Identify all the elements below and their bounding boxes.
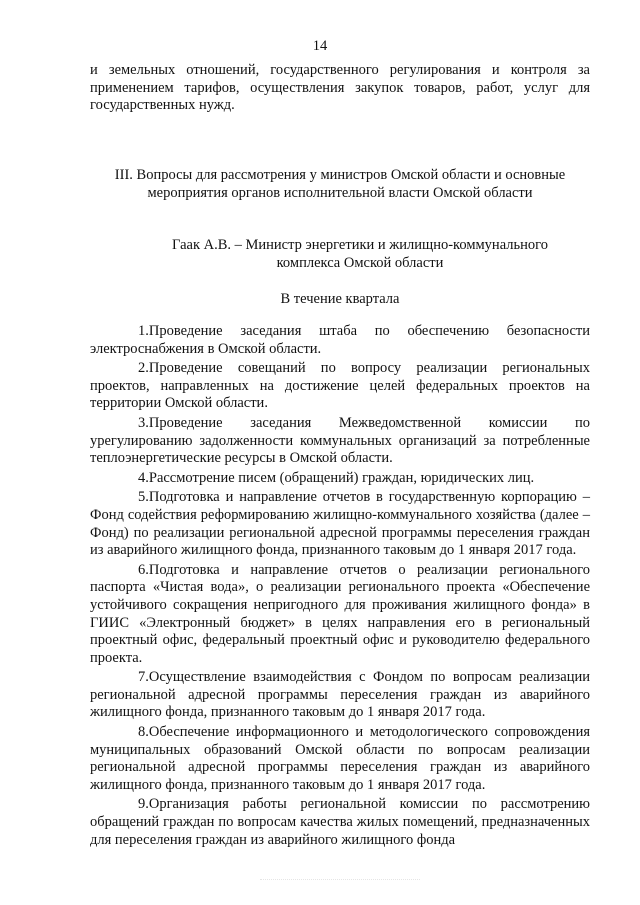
list-item-number: 9. xyxy=(138,796,149,813)
list-item-number: 8. xyxy=(138,724,149,741)
section-heading-line-1: III. Вопросы для рассмотрения у министров Омской области и основные xyxy=(114,167,566,183)
list-item-number: 6. xyxy=(138,561,149,578)
list-item-text: Осуществление взаимодействия с Фондом по вопросам реализации региональной адресной программы переселения граждан из аварийного жилищного фонда, признанного таковым до 1 января 2017 года. xyxy=(90,669,590,721)
list-item xyxy=(90,470,590,488)
responsible-line-2: комплекса Омской области xyxy=(276,255,444,271)
list-item-number: 4. xyxy=(138,469,149,486)
list-item xyxy=(90,360,590,413)
list-item-number: 3. xyxy=(138,414,149,431)
list-item xyxy=(90,796,590,849)
period-heading: В течение квартала xyxy=(280,291,400,307)
list-item xyxy=(90,562,590,668)
list-item-text: Обеспечение информационного и методологического сопровождения муниципальных образований Омской области по вопросам реализации региональной адресной программы переселения граждан из аварийного жилищного фонда, признанного таковым до 1 января 2017 года. xyxy=(90,724,590,793)
list-item-text: Проведение заседания Межведомственной комиссии по урегулированию задолженности коммунальных организаций за потребленные теплоэнергетические ресурсы в Омской области. xyxy=(90,414,590,467)
list-item xyxy=(90,669,590,722)
responsible-official xyxy=(130,236,590,272)
list-item-text: Проведение совещаний по вопросу реализации региональных проектов, направленных на достижение целей федеральных проектов на территории Омской области. xyxy=(90,360,590,412)
list-item-number: 7. xyxy=(138,669,149,686)
list-item xyxy=(90,323,590,358)
section-heading xyxy=(90,166,590,202)
list-item-number: 5. xyxy=(138,489,149,506)
list-item-text: Подготовка и направление отчетов о реализации регионального паспорта «Чистая вода», о реализации регионального проекта «Обеспечение устойчивого сокращения непригодного для проживания жилищного фонда» в ГИИС «Электронный бюджет» в целях направления его в региональный проектный офис, федеральный проектный офис и руководителю федерального проекта. xyxy=(90,561,590,666)
list-item xyxy=(90,489,590,559)
activity-list xyxy=(90,323,590,851)
list-item-text: Подготовка и направление отчетов в государственную корпорацию – Фонд содействия реформированию жилищно-коммунального хозяйства (далее – Фонд) по реализации региональной адресной программы переселения граждан из аварийного жилищного фонда, признанного таковым до 1 января 2017 года. xyxy=(90,489,590,559)
responsible-line-1: Гаак А.В. – Министр энергетики и жилищно-коммунального xyxy=(172,237,548,253)
list-item-number: 1. xyxy=(138,323,149,339)
list-item-number: 2. xyxy=(138,360,149,377)
list-item-text: Рассмотрение писем (обращений) граждан, юридических лиц. xyxy=(148,469,535,486)
section-heading-line-2: мероприятия органов исполнительной власти Омской области xyxy=(147,185,533,201)
list-item-text: Проведение заседания штаба по обеспечению безопасности электроснабжения в Омской области. xyxy=(90,323,590,357)
intro-paragraph: и земельных отношений, государственного регулирования и контроля за применением тарифов, осуществления закупок товаров, работ, услуг для государственных нужд. xyxy=(90,62,590,114)
list-item xyxy=(90,415,590,468)
scan-artifact xyxy=(260,873,420,880)
page-number: 14 xyxy=(312,38,328,54)
list-item xyxy=(90,724,590,794)
list-item-text: Организация работы региональной комиссии по рассмотрению обращений граждан по вопросам качества жилых помещений, предназначенных для переселения граждан из аварийного жилищного фонда xyxy=(90,796,590,848)
